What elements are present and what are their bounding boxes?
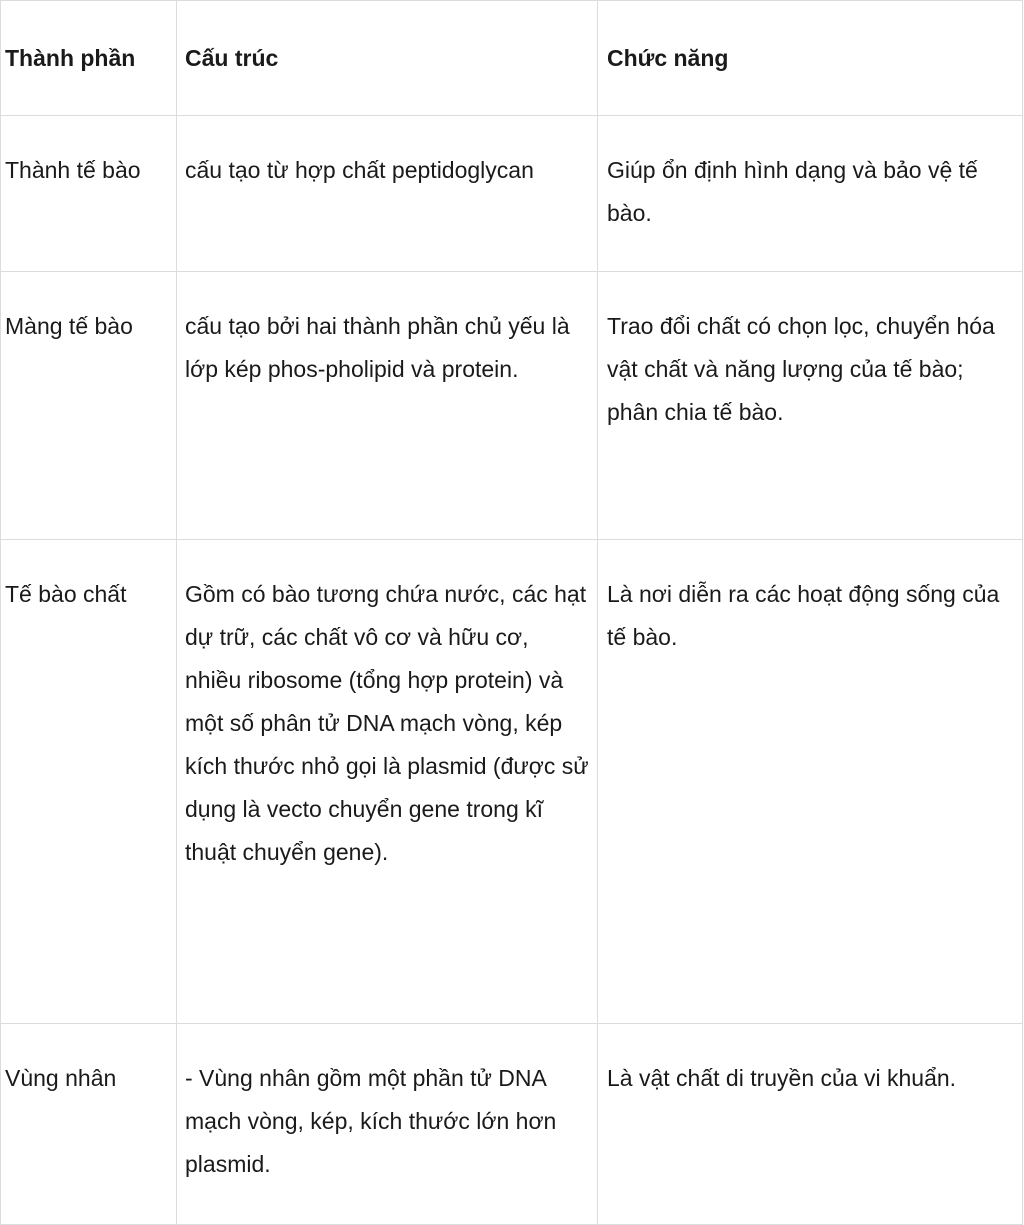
function-text: Giúp ổn định hình dạng và bảo vệ tế bào. bbox=[607, 157, 978, 226]
structure-text: cấu tạo từ hợp chất peptidoglycan bbox=[185, 157, 534, 183]
structure-text: cấu tạo bởi hai thành phần chủ yếu là lớp kép phos-pholipid và protein. bbox=[185, 313, 570, 382]
function-cell bbox=[598, 116, 1023, 272]
table-row bbox=[1, 116, 1023, 272]
function-cell bbox=[598, 1024, 1023, 1225]
component-cell bbox=[1, 116, 177, 272]
header-row bbox=[1, 1, 1023, 116]
structure-cell bbox=[177, 540, 598, 1024]
component-text: Màng tế bào bbox=[5, 313, 133, 339]
header-component bbox=[1, 1, 177, 116]
structure-cell bbox=[177, 116, 598, 272]
component-cell bbox=[1, 1024, 177, 1225]
component-cell bbox=[1, 272, 177, 540]
header-component-label: Thành phần bbox=[5, 44, 136, 71]
table-header bbox=[1, 1, 1023, 116]
header-structure bbox=[177, 1, 598, 116]
structure-cell bbox=[177, 1024, 598, 1225]
structure-text: - Vùng nhân gồm một phần tử DNA mạch vòng, kép, kích thước lớn hơn plasmid. bbox=[185, 1065, 557, 1177]
function-text: Trao đổi chất có chọn lọc, chuyển hóa vật chất và năng lượng của tế bào; phân chia tế bào. bbox=[607, 313, 995, 425]
header-structure-label: Cấu trúc bbox=[185, 44, 279, 71]
structure-cell bbox=[177, 272, 598, 540]
table-row bbox=[1, 1024, 1023, 1225]
component-cell bbox=[1, 540, 177, 1024]
table-body bbox=[1, 116, 1023, 1225]
component-text: Thành tế bào bbox=[5, 157, 141, 183]
component-text: Tế bào chất bbox=[5, 581, 127, 607]
function-cell bbox=[598, 272, 1023, 540]
function-cell bbox=[598, 540, 1023, 1024]
component-text: Vùng nhân bbox=[5, 1065, 117, 1091]
function-text: Là vật chất di truyền của vi khuẩn. bbox=[607, 1065, 957, 1091]
structure-text: Gồm có bào tương chứa nước, các hạt dự trữ, các chất vô cơ và hữu cơ, nhiều ribosome (tổng hợp protein) và một số phân tử DNA mạch vòng, kép kích thước nhỏ gọi là plasmid (được sử dụng là vecto chuyển gene trong kĩ thuật chuyển gene). bbox=[185, 581, 589, 865]
table-row bbox=[1, 272, 1023, 540]
header-function bbox=[598, 1, 1023, 116]
table-row bbox=[1, 540, 1023, 1024]
function-text: Là nơi diễn ra các hoạt động sống của tế bào. bbox=[607, 581, 1000, 650]
header-function-label: Chức năng bbox=[607, 44, 729, 71]
